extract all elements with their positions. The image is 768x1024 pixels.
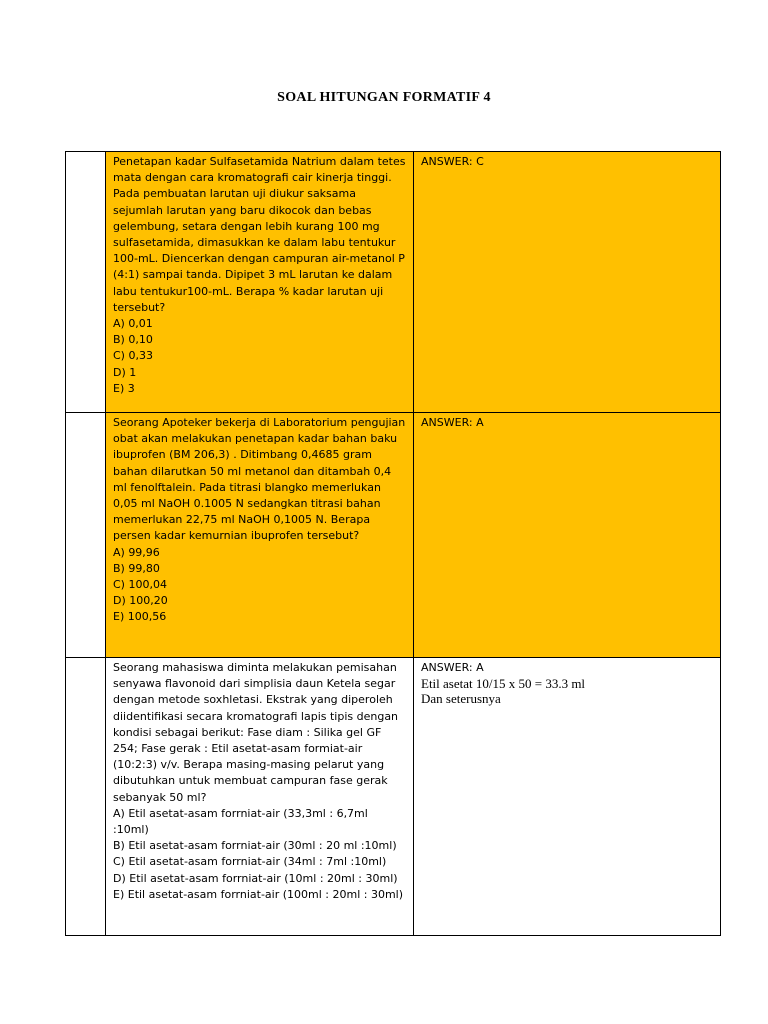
- question-table: [65, 151, 721, 936]
- question-cell: [106, 152, 414, 413]
- option-d: D) Etil asetat-asam forrniat-air (10ml : 20ml : 30ml): [113, 871, 398, 885]
- option-a: A) Etil asetat-asam forrniat-air (33,3ml : 6,7ml :10ml): [113, 806, 368, 837]
- option-a: A) 99,96: [113, 545, 160, 559]
- option-e: E) 100,56: [113, 610, 167, 624]
- question-row-2: [66, 413, 721, 658]
- option-a: A) 0,01: [113, 317, 153, 331]
- number-cell: [66, 658, 106, 936]
- question-text: Penetapan kadar Sulfasetamida Natrium dalam tetes mata dengan cara kromatografi cair kinerja tinggi. Pada pembuatan larutan uji diukur saksama sejumlah larutan yang baru dikocok dan bebas gelembung, setara dengan lebih kurang 100 mg sulfasetamida, dimasukkan ke dalam labu tentukur 100-mL. Diencerkan dengan campuran air-metanol P (4:1) sampai tanda. Dipipet 3 mL larutan ke dalam labu tentukur100-mL. Berapa % kadar larutan uji tersebut?: [113, 155, 406, 314]
- answer-continuation: Dan seterusnya: [421, 691, 501, 707]
- answer-label: ANSWER: A: [421, 661, 484, 674]
- answer-cell: [414, 658, 721, 936]
- question-row-3: [66, 658, 721, 936]
- option-b: B) 0,10: [113, 333, 153, 347]
- answer-label: ANSWER: A: [421, 416, 484, 429]
- question-text: Seorang mahasiswa diminta melakukan pemisahan senyawa flavonoid dari simplisia daun Ketela segar dengan metode soxhletasi. Ekstrak yang diperoleh diidentifikasi secara kromatografi lapis tipis dengan kondisi sebagai berikut: Fase diam : Silika gel GF 254; Fase gerak : Etil asetat-asam formiat-air (10:2:3) v/v. Berapa masing-masing pelarut yang dibutuhkan untuk membuat campuran fase gerak sebanyak 50 ml?: [113, 661, 399, 804]
- answer-cell: [414, 152, 721, 413]
- option-b: B) 99,80: [113, 561, 160, 575]
- answer-cell: [414, 413, 721, 658]
- page-title: SOAL HITUNGAN FORMATIF 4: [277, 90, 491, 105]
- question-row-1: [66, 152, 721, 413]
- answer-calculation: Etil asetat 10/15 x 50 = 33.3 ml: [421, 676, 586, 692]
- question-text: Seorang Apoteker bekerja di Laboratorium pengujian obat akan melakukan penetapan kadar bahan baku ibuprofen (BM 206,3) . Ditimbang 0,4685 gram bahan dilarutkan 50 ml metanol dan ditambah 0,4 ml fenolftalein. Pada titrasi blangko memerlukan 0,05 ml NaOH 0.1005 N sedangkan titrasi bahan memerlukan 22,75 ml NaOH 0,1005 N. Berapa persen kadar kemurnian ibuprofen tersebut?: [113, 416, 406, 543]
- number-cell: [66, 152, 106, 413]
- option-e: E) 3: [113, 381, 135, 395]
- number-cell: [66, 413, 106, 658]
- option-d: D) 1: [113, 365, 137, 379]
- option-c: C) Etil asetat-asam forrniat-air (34ml : 7ml :10ml): [113, 855, 387, 869]
- option-e: E) Etil asetat-asam forrniat-air (100ml : 20ml : 30ml): [113, 887, 404, 901]
- option-c: C) 100,04: [113, 578, 167, 592]
- question-cell: [106, 413, 414, 658]
- answer-label: ANSWER: C: [421, 155, 484, 168]
- question-cell: [106, 658, 414, 936]
- option-c: C) 0,33: [113, 349, 153, 363]
- option-d: D) 100,20: [113, 594, 168, 608]
- option-b: B) Etil asetat-asam forrniat-air (30ml : 20 ml :10ml): [113, 839, 397, 853]
